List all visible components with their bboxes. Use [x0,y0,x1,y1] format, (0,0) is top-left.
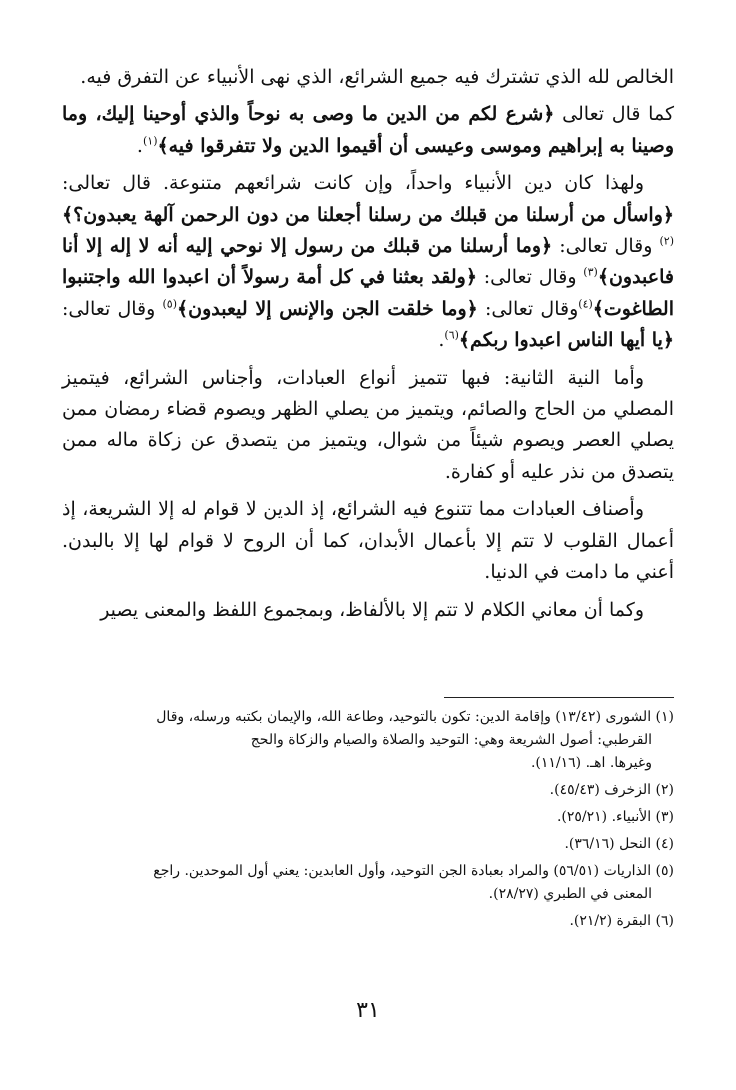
text-run: وقال تعالى: [476,266,584,289]
quran-quote: ﴿شرع لكم من الدين ما وصى به نوحاً والذي أوحينا إليك، وما وصينا به إبراهيم وموسى وعيسى أن أقيموا الدين ولا تتفرقوا فيه﴾ [62,103,674,157]
text-run: ولهذا كان دين الأنبياء واحداً، وإن كانت شرائعهم متنوعة. قال تعالى: [62,172,644,195]
paragraph: وأصناف العبادات مما تتنوع فيه الشرائع، إذ الدين لا قوام له إلا الشريعة، إذ أعمال القلوب لا تتم إلا بأعمال الأبدان، كما أن الروح لا قوام لها إلا بالبدن. أعني ما دامت في الدنيا. [62,498,674,584]
footnote-ref: (٣) [583,266,598,280]
quran-quote: ﴿واسأل من أرسلنا من قبلك من رسلنا أجعلنا من دون الرحمن آلهة يعبدون؟﴾ [62,203,674,226]
footnote-line: (٣) الأنبياء. (٢٥/٢١). [556,809,674,825]
paragraph: الخالص لله الذي تشترك فيه جميع الشرائع، الذي نهى الأنبياء عن التفرق فيه. [80,66,674,88]
footnote-ref: (١) [142,134,158,148]
text-run: وقال تعالى: [62,297,163,320]
text-run: كما قال تعالى [554,103,674,126]
footnote-line: القرطبي: أصول الشريعة وهي: التوحيد والصلاة والصيام والزكاة والحج [250,732,652,748]
footnote-ref: (٤) [578,297,593,311]
footnote-ref: (٥) [162,297,178,311]
footnote-line: (٢) الزخرف (٤٥/٤٣). [549,782,674,798]
quran-quote: ﴿وما أرسلنا من قبلك من رسول إلا نوحي إليه أنه لا إله إلا أنا فاعبدون﴾ [62,235,674,289]
paragraph [62,99,674,162]
footnote-line: (١) الشورى (١٣/٤٢) وإقامة الدين: تكون بالتوحيد، وطاعة الله، والإيمان بكتبه ورسله، وقال [156,709,674,725]
text-run: وقال تعالى: [477,297,579,320]
paragraph [62,168,674,356]
paragraph: وكما أن معاني الكلام لا تتم إلا بالألفاظ، وبمجموع اللفظ والمعنى يصير [100,598,644,621]
footnote-line: (٥) الذاريات (٥٦/٥١) والمراد بعبادة الجن التوحيد، وأول العابدين: يعني أول الموحدين. راجع [153,863,674,879]
footnote-line: (٤) النحل (٣٦/١٦). [564,836,674,852]
quran-quote: ﴿وما خلقت الجن والإنس إلا ليعبدون﴾ [177,297,478,320]
footnote-1 [62,706,674,775]
main-text [62,62,674,632]
text-run: وقال تعالى: [552,235,660,258]
footnote-divider [444,697,674,698]
footnote-line: (٦) البقرة (٢١/٢). [569,913,674,929]
text-run: . [438,329,445,352]
footnote-line: المعنى في الطبري (٢٨/٢٧). [488,886,652,902]
text-run: . [136,134,143,157]
footnote-6 [62,910,674,933]
footnotes [62,706,674,937]
quran-quote: ﴿يا أيها الناس اعبدوا ربكم﴾ [458,329,674,352]
footnote-3 [62,806,674,829]
footnote-ref: (٢) [659,234,675,248]
page-number: ٣١ [356,998,380,1023]
footnote-4 [62,833,674,856]
footnote-2 [62,779,674,802]
footnote-line: وغيرها. اهـ. (١١/١٦). [530,755,652,771]
quran-quote: ﴿ولقد بعثنا في كل أمة رسولاً أن اعبدوا الله واجتنبوا الطاغوت﴾ [62,266,674,320]
footnote-5 [62,860,674,906]
footnote-ref: (٦) [444,328,459,342]
paragraph: وأما النية الثانية: فبها تتميز أنواع العبادات، وأجناس الشرائع، فيتميز المصلي من الحاج والصائم، ويتميز من يصلي الظهر ويصوم قضاء رمضان ممن يصلي العصر ويصوم شيئاً من شوال، ويتميز من يتصدق عن زكاة ماله ممن يتصدق من نذر عليه أو كفارة. [62,366,674,483]
